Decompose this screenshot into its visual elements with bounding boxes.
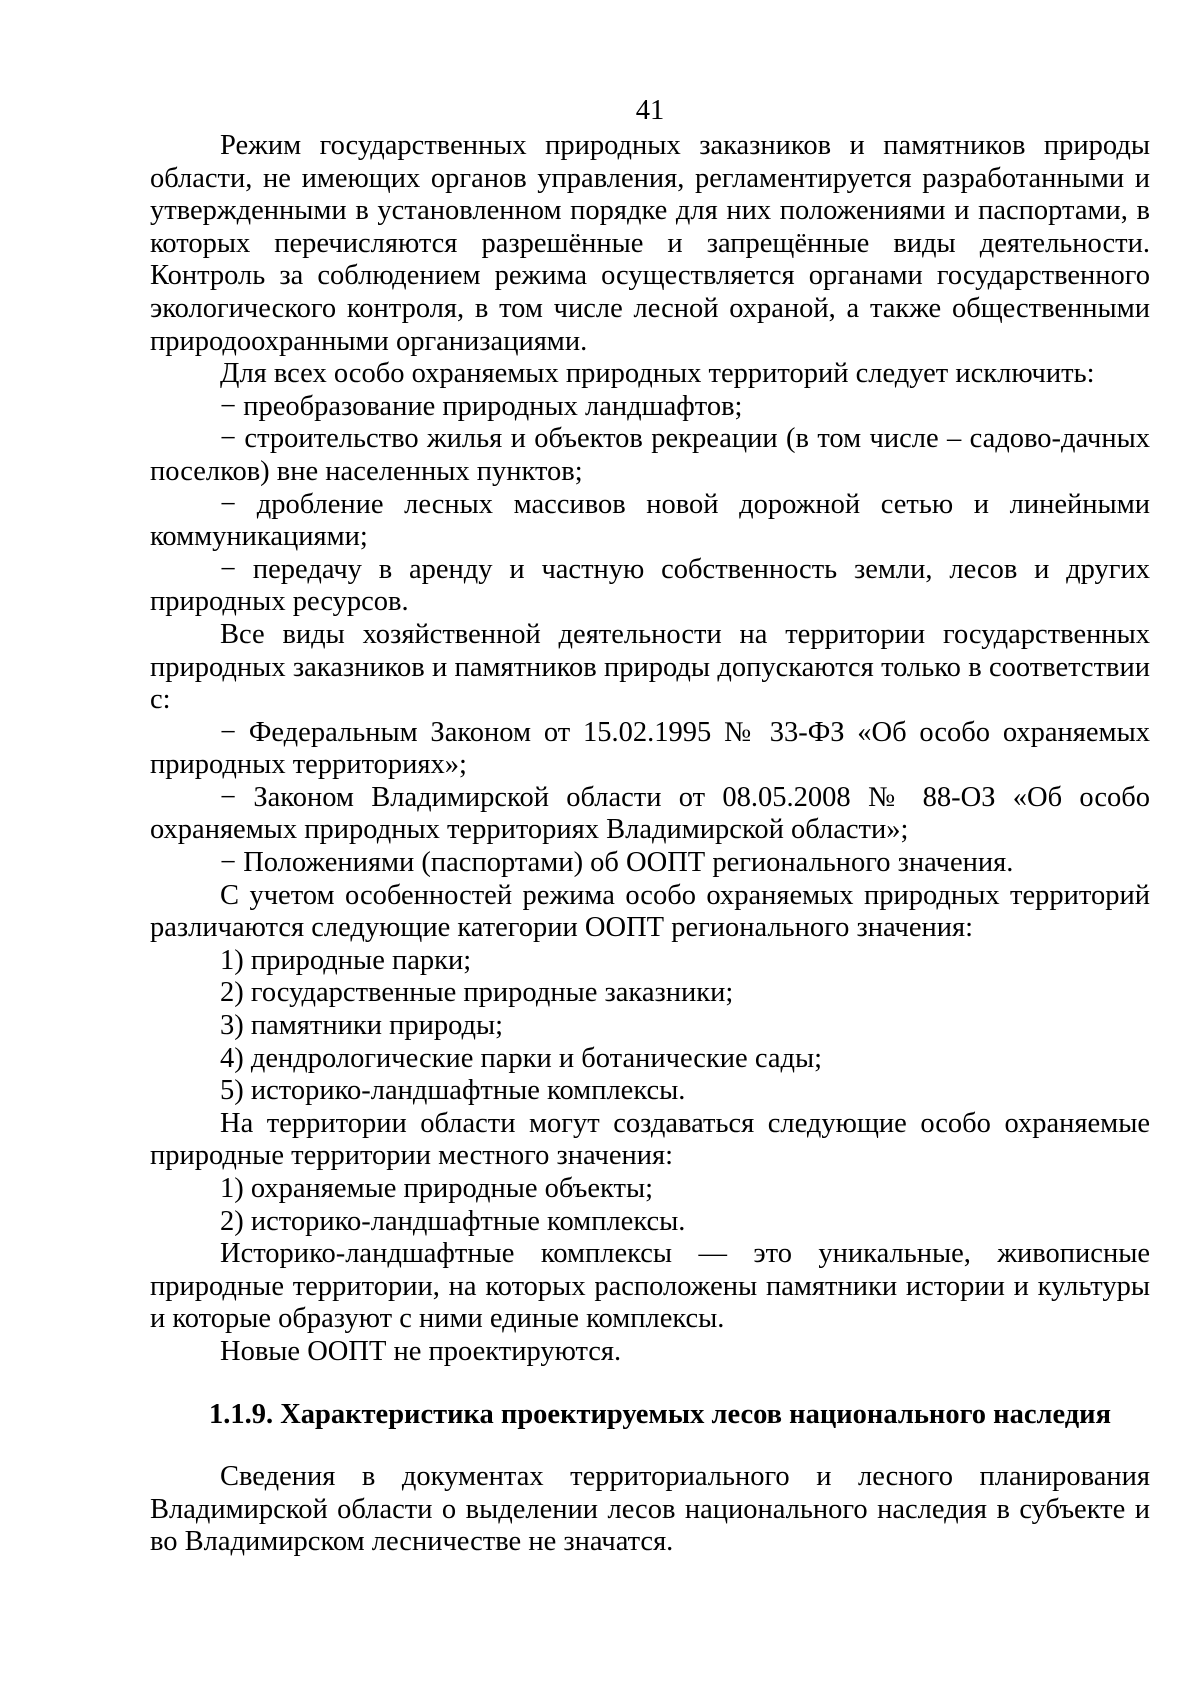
list-item-lease: − передачу в аренду и частную собственность земли, лесов и других природных ресурсов. xyxy=(150,553,1150,618)
paragraph-no-new-sites: Новые ООПТ не проектируются. xyxy=(220,1335,622,1367)
section-heading: 1.1.9. Характеристика проектируемых лесов национального наследия xyxy=(208,1398,1112,1430)
page-number: 41 xyxy=(635,95,665,126)
list-item-category-2: 2) государственные природные заказники; xyxy=(220,977,734,1009)
list-item-category-4: 4) дендрологические парки и ботанические сады; xyxy=(220,1042,823,1074)
list-item-federal-law: − Федеральным Законом от 15.02.1995 № 33-ФЗ «Об особо охраняемых природных территориях»; xyxy=(150,716,1150,781)
paragraph-historical-landscape: Историко-ландшафтные комплексы — это уникальные, живописные природные территории, на которых расположены памятники истории и культуры и которые образуют с ними единые комплексы. xyxy=(150,1238,1150,1335)
list-item-category-5: 5) историко-ландшафтные комплексы. xyxy=(220,1075,686,1107)
list-item-regulations: − Положениями (паспортами) об ООПТ регионального значения. xyxy=(220,847,1014,879)
list-item-fragmentation: − дробление лесных массивов новой дорожной сетью и линейными коммуникациями; xyxy=(150,488,1150,553)
list-item-construction: − строительство жилья и объектов рекреации (в том числе – садово-дачных поселков) вне населенных пунктов; xyxy=(150,423,1150,487)
list-item-category-3: 3) памятники природы; xyxy=(220,1010,504,1042)
paragraph-categories-intro: С учетом особенностей режима особо охраняемых природных территорий различаются следующие категории ООПТ регионального значения: xyxy=(150,879,1150,944)
list-item-local-2: 2) историко-ландшафтные комплексы. xyxy=(220,1205,686,1237)
paragraph-exclusions-intro: Для всех особо охраняемых природных территорий следует исключить: xyxy=(220,358,1095,390)
document-page xyxy=(150,92,1150,1559)
paragraph-local-intro: На территории области могут создаваться следующие особо охраняемые природные территории местного значения: xyxy=(150,1107,1150,1172)
list-item-regional-law: − Законом Владимирской области от 08.05.2008 № 88-ОЗ «Об особо охраняемых природных территориях Владимирской области»; xyxy=(150,781,1150,846)
list-item-category-1: 1) природные парки; xyxy=(220,944,472,976)
paragraph-national-heritage: Сведения в документах территориального и лесного планирования Владимирской области о выделении лесов национального наследия в субъекте и во Владимирском лесничестве не значатся. xyxy=(150,1461,1150,1558)
paragraph-reserve-regime: Режим государственных природных заказников и памятников природы области, не имеющих органов управления, регламентируется разработанными и утвержденными в установленном порядке для них положениями и паспортами, в которых перечисляются разрешённые и запрещённые виды деятельности. Контроль за соблюдением режима осуществляется органами государственного экологического контроля, в том числе лесной охраной, а также общественными природоохранными организациями. xyxy=(150,130,1150,357)
list-item-local-1: 1) охраняемые природные объекты; xyxy=(220,1173,654,1204)
list-item-landscape: − преобразование природных ландшафтов; xyxy=(220,390,743,422)
paragraph-activities-intro: Все виды хозяйственной деятельности на территории государственных природных заказников и памятников природы допускаются только в соответствии с: xyxy=(150,618,1150,716)
